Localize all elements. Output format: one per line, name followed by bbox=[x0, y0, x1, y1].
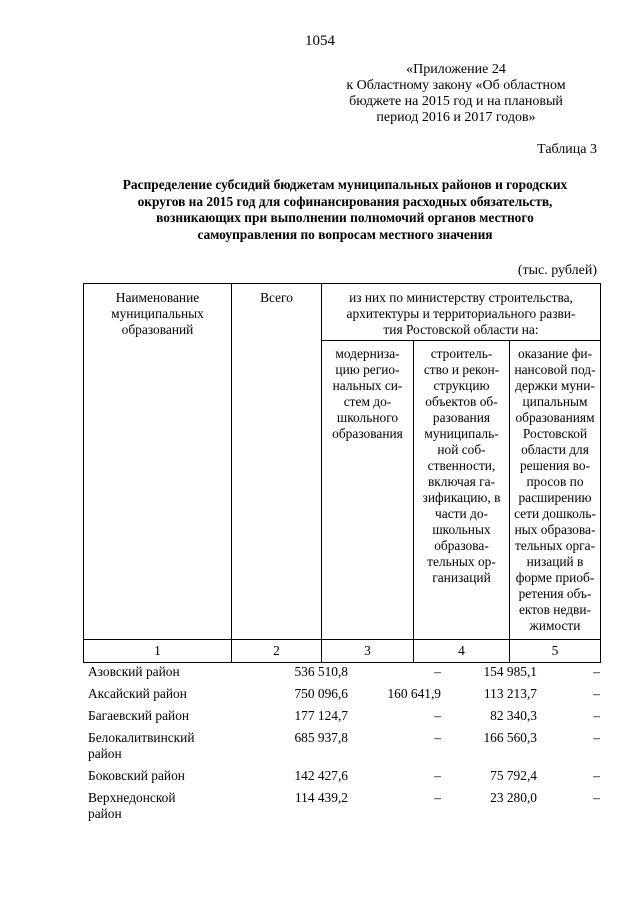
municipality-name-line: Белокалитвинский bbox=[88, 730, 195, 745]
header-line: нальных си- bbox=[332, 378, 403, 393]
support-cell: – bbox=[593, 790, 600, 805]
support-cell: – bbox=[593, 730, 600, 745]
header-line: держки муни- bbox=[515, 378, 595, 393]
modernization-cell: – bbox=[434, 768, 441, 783]
header-line: ной соб- bbox=[437, 442, 486, 457]
title-line: Распределение субсидий бюджетам муниципальных районов и городских bbox=[122, 177, 568, 192]
header-line: образований bbox=[121, 322, 194, 337]
header-line: части до- bbox=[435, 506, 488, 521]
modernization-cell: – bbox=[434, 708, 441, 723]
municipality-name-line: район bbox=[88, 806, 122, 821]
header-line: ство и рекон- bbox=[423, 362, 500, 377]
document-title bbox=[85, 177, 605, 243]
municipality-name-line: Верхнедонской bbox=[88, 790, 176, 805]
header-line: просов по bbox=[526, 474, 584, 489]
total-cell: 685 937,8 bbox=[294, 730, 348, 745]
header-col-total bbox=[232, 284, 322, 640]
table-row bbox=[88, 664, 600, 680]
units-label: (тыс. рублей) bbox=[517, 263, 597, 278]
header-line: образова- bbox=[434, 538, 489, 553]
municipality-name-line: Боковский район bbox=[88, 768, 185, 783]
construction-cell: 166 560,3 bbox=[483, 730, 537, 745]
header-line: ципальным bbox=[522, 394, 588, 409]
header-line: цию регио- bbox=[335, 362, 400, 377]
table-header bbox=[83, 283, 601, 663]
header-line: Ростовской bbox=[522, 426, 588, 441]
header-line: Наименование bbox=[115, 290, 200, 305]
header-line: объектов об- bbox=[425, 394, 498, 409]
header-line: из них по министерству строительства, bbox=[349, 290, 573, 305]
modernization-cell: 160 641,9 bbox=[387, 686, 441, 701]
header-line: стем до- bbox=[343, 394, 392, 409]
table-row bbox=[88, 730, 600, 762]
support-cell: – bbox=[593, 664, 600, 679]
header-col-name bbox=[84, 284, 232, 640]
header-line: тельных орга- bbox=[514, 538, 596, 553]
table-row bbox=[88, 686, 600, 702]
municipality-name bbox=[88, 664, 224, 680]
header-line: муниципальных bbox=[111, 306, 204, 321]
total-cell: 177 124,7 bbox=[294, 708, 348, 723]
construction-cell: 82 340,3 bbox=[490, 708, 537, 723]
table-row bbox=[88, 790, 600, 822]
municipality-name-line: Аксайский район bbox=[88, 686, 187, 701]
municipality-name-line: Багаевский район bbox=[88, 708, 190, 723]
municipality-name-line: район bbox=[88, 746, 122, 761]
header-line: тия Ростовской области на: bbox=[383, 322, 539, 337]
header-col-support bbox=[510, 341, 601, 640]
header-line: решения во- bbox=[519, 458, 591, 473]
appendix-line: к Областному закону «Об областном bbox=[346, 78, 566, 93]
header-line: струкцию bbox=[433, 378, 490, 393]
header-line: образованиям bbox=[515, 410, 595, 425]
title-line: округов на 2015 год для софинансирования расходных обязательств, bbox=[137, 193, 553, 209]
header-line: модерниза- bbox=[335, 346, 400, 361]
header-line: тельных ор- bbox=[427, 554, 496, 569]
header-group bbox=[322, 284, 601, 341]
construction-cell: 23 280,0 bbox=[490, 790, 537, 805]
construction-cell: 113 213,7 bbox=[483, 686, 537, 701]
construction-cell: 154 985,1 bbox=[483, 664, 537, 679]
header-line: ных образова- bbox=[514, 522, 596, 537]
table-label: Таблица 3 bbox=[537, 142, 597, 157]
header-line: области для bbox=[521, 442, 589, 457]
modernization-cell: – bbox=[434, 664, 441, 679]
header-line: нансовой под- bbox=[514, 362, 596, 377]
table-body bbox=[88, 664, 600, 828]
header-number: 4 bbox=[414, 640, 510, 663]
municipality-name bbox=[88, 708, 224, 724]
header-line: низаций в bbox=[526, 554, 584, 569]
appendix-reference bbox=[326, 62, 586, 126]
total-cell: 536 510,8 bbox=[294, 664, 348, 679]
header-line: включая га- bbox=[427, 474, 496, 489]
total-cell: 114 439,2 bbox=[294, 790, 348, 805]
construction-cell: 75 792,4 bbox=[490, 768, 537, 783]
total-cell: 750 096,6 bbox=[294, 686, 348, 701]
header-line: зификацию, в bbox=[422, 490, 501, 505]
header-line: разования bbox=[432, 410, 491, 425]
header-line: форме приоб- bbox=[515, 570, 595, 585]
modernization-cell: – bbox=[434, 790, 441, 805]
support-cell: – bbox=[593, 768, 600, 783]
page-number: 1054 bbox=[305, 33, 335, 49]
header-line: ганизаций bbox=[432, 570, 491, 585]
header-number: 1 bbox=[84, 640, 232, 663]
header-col-construction bbox=[414, 341, 510, 640]
header-col-modernization bbox=[322, 341, 414, 640]
modernization-cell: – bbox=[434, 730, 441, 745]
appendix-line: период 2016 и 2017 годов» bbox=[376, 110, 536, 125]
title-line: возникающих при выполнении полномочий органов местного bbox=[156, 210, 534, 225]
header-line: жимости bbox=[529, 618, 581, 633]
appendix-line: бюджете на 2015 год и на плановый bbox=[349, 94, 563, 109]
total-cell: 142 427,6 bbox=[294, 768, 348, 783]
header-line: ретения объ- bbox=[518, 586, 592, 601]
municipality-name bbox=[88, 686, 224, 702]
header-line: образования bbox=[332, 426, 403, 441]
header-number: 3 bbox=[322, 640, 414, 663]
header-line: сети дошколь- bbox=[514, 506, 596, 521]
header-line: школьного bbox=[336, 410, 399, 425]
header-line: строитель- bbox=[430, 346, 493, 361]
table-row bbox=[88, 768, 600, 784]
header-line: Всего bbox=[260, 290, 293, 305]
header-number: 5 bbox=[510, 640, 601, 663]
header-line: ственности, bbox=[427, 458, 496, 473]
appendix-line: «Приложение 24 bbox=[406, 62, 506, 77]
title-line: самоуправления по вопросам местного значения bbox=[197, 226, 493, 242]
municipality-name bbox=[88, 790, 224, 822]
header-line: расширению bbox=[518, 490, 592, 505]
table-row bbox=[88, 708, 600, 724]
support-cell: – bbox=[593, 686, 600, 701]
header-number: 2 bbox=[232, 640, 322, 663]
municipality-name-line: Азовский район bbox=[88, 664, 180, 679]
header-line: архитектуры и территориального разви- bbox=[346, 306, 576, 321]
header-line: школьных bbox=[432, 522, 491, 537]
support-cell: – bbox=[593, 708, 600, 723]
municipality-name bbox=[88, 768, 224, 784]
municipality-name bbox=[88, 730, 224, 762]
header-line: ектов недви- bbox=[518, 602, 591, 617]
header-line: оказание фи- bbox=[517, 346, 593, 361]
header-line: муниципаль- bbox=[424, 426, 499, 441]
